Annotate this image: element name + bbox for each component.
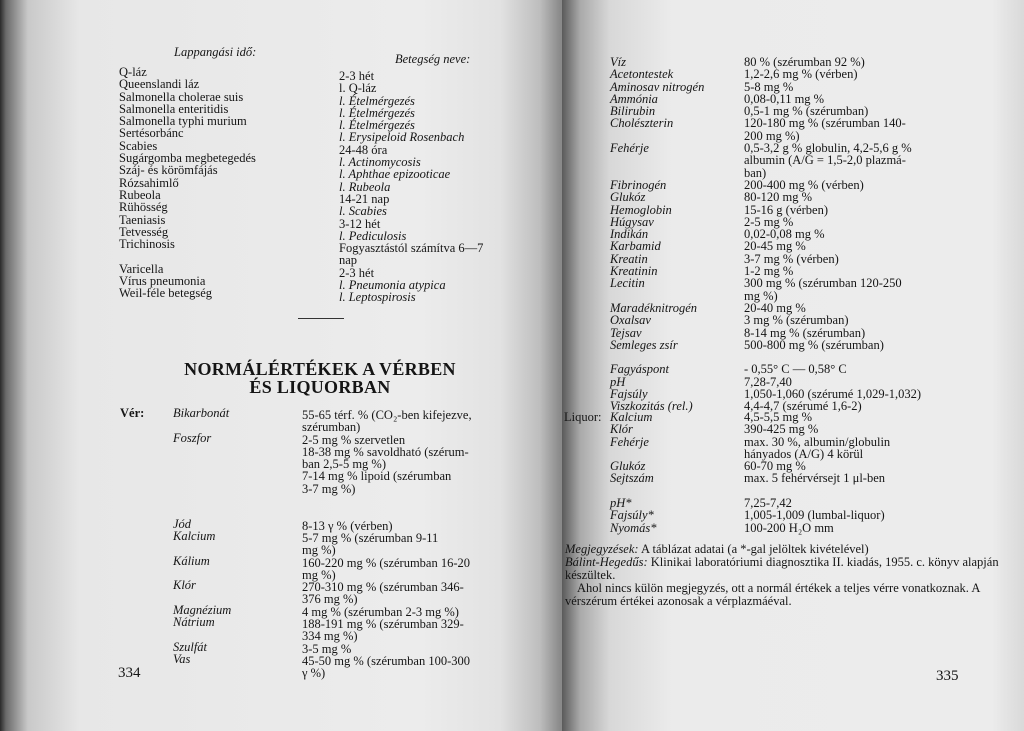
blood-constituent-name: Foszfor [173,430,212,445]
disease-row: l. Pediculosis [339,228,407,243]
constituent-value: 80 % (szérumban 92 %) [744,55,865,69]
constituent-value: 1,2-2,6 mg % (vérben) [744,67,858,82]
section-title [150,360,490,396]
constituent-names-column [610,56,704,413]
incubation-row: Q-láz [119,65,147,79]
constituent-name: Tejsav [610,325,642,340]
liquor-names-column [610,411,657,534]
incubation-row: Rózsahimlő [119,175,179,190]
blood-constituent-value: 160-220 mg % (szérumban 16-20 [302,555,471,570]
blood-constituent-name: Vas [173,651,191,666]
constituent-value: 0,5-1 mg % (szérumban) [744,104,869,119]
constituent-value: mg %) [744,288,778,303]
disease-row: l. Leptospirosis [339,290,416,305]
constituent-value: 1,050-1,060 (szérumé 1,029-1,032) [744,387,922,402]
liquor-constituent-name: Sejtszám [610,471,654,486]
disease-row: 14-21 nap [339,191,390,206]
blood-constituent-name [173,665,231,677]
blood-constituent-value: mg %) [302,543,336,558]
liquor-constituent-value: 100-200 H₂O mm [744,520,834,535]
constituent-name: Húgysav [610,214,654,229]
blood-constituent-value: 18-38 mg % savoldható (szérum- [302,444,469,459]
notes-authors: Bálint-Hegedűs: [565,555,648,569]
constituent-name: Fajsúly [610,387,648,402]
blood-constituent-value: 8-13 γ % (vérben) [302,518,393,533]
liquor-constituent-name: Fehérje [610,434,649,449]
incubation-row: Tetvesség [119,224,169,239]
blood-constituent-value: 45-50 mg % (szérumban 100-300 [302,653,471,668]
constituent-name: Fibrinogén [610,177,667,192]
liquor-constituent-value: 60-70 mg % [744,459,806,474]
disease-row: l. Ételmérgezés [339,118,415,133]
constituent-value: 1-2 mg % [744,264,794,279]
constituent-name: Fehérje [610,141,649,156]
constituent-name: Karbamid [610,239,661,254]
constituent-value: - 0,55° C — 0,58° C [744,362,847,377]
blood-constituent-name [173,419,231,431]
blood-constituent-name [173,444,231,456]
blood-constituent-value: 376 mg %) [302,592,358,607]
constituent-value: 0,02-0,08 mg % [744,227,825,242]
constituent-name: Viszkozitás (rel.) [610,399,693,414]
blood-values-column [302,409,472,680]
liquor-constituent-value: hányados (A/G) 4 körül [744,446,864,461]
incubation-row: Vírus pneumonia [119,274,206,289]
constituent-value: 7,28-7,40 [744,374,792,389]
blood-constituent-name: Bikarbonát [173,406,230,420]
incubation-row: Rubeola [119,187,161,202]
constituent-name: Glukóz [610,190,646,205]
notes-text-2: Klinikai laboratóriumi diagnosztika II. kiadás, 1955. c. könyv alapján készültek. [565,555,999,582]
constituent-value: 15-16 g (vérben) [744,202,828,217]
constituent-value: 8-14 mg % (szérumban) [744,325,866,340]
liquor-constituent-value: 4,5-5,5 mg % [744,410,813,424]
constituent-name: Hemoglobin [610,202,672,217]
disease-row: l. Pneumonia atypica [339,278,446,293]
blood-constituent-value: 2-5 mg % szervetlen [302,432,406,447]
blood-constituent-name: Klór [173,578,196,593]
constituent-name: Víz [610,55,626,69]
blood-label: Vér: [120,406,145,420]
incubation-row: Száj- és körömfájás [119,163,218,178]
constituent-values-column [744,56,921,413]
liquor-constituent-value: 390-425 mg % [744,422,819,437]
constituent-name: Oxalsav [610,313,651,328]
incubation-row [119,250,256,262]
disease-row: nap [339,253,358,268]
disease-row: l. Rubeola [339,179,391,194]
page-number-left: 334 [118,665,141,681]
blood-constituent-value: 4 mg % (szérumban 2-3 mg %) [302,604,459,619]
constituent-value: 3 mg % (szérumban) [744,313,849,328]
disease-row: l. Erysipeloid Rosenbach [339,130,465,145]
separator-line [298,318,344,319]
incubation-row: Sertésorbánc [119,126,184,141]
disease-row: l. Aphthae epizooticae [339,167,451,182]
incubation-row: Salmonella typhi murium [119,114,247,129]
section-title-line-2: ÉS LIQUORBAN [249,377,391,397]
constituent-value: 200-400 mg % (vérben) [744,177,864,192]
liquor-constituent-value: 7,25-7,42 [744,496,792,511]
liquor-constituent-name: Kalcium [610,410,653,424]
disease-row: 3-12 hét [339,216,381,231]
constituent-value: 300 mg % (szérumban 120-250 [744,276,902,291]
blood-constituent-name [173,468,231,480]
liquor-constituent-value: 1,005-1,009 (lumbal-liquor) [744,508,885,523]
blood-constituent-name [173,456,231,468]
constituent-value: 0,5-3,2 g % globulin, 4,2-5,6 g % [744,141,912,156]
liquor-constituent-value: max. 5 fehérvérsejt 1 μl-ben [744,471,886,486]
notes-text-1: A táblázat adatai (a *-gal jelöltek kivételével) [638,542,869,556]
blood-constituent-name [173,505,231,517]
constituent-name: Maradéknitrogén [610,300,698,315]
blood-constituent-value [302,495,472,507]
disease-row: 2-3 hét [339,69,375,83]
liquor-label: Liquor: [564,410,602,424]
constituent-name: Bilirubin [610,104,656,119]
liquor-constituent-name: Glukóz [610,459,646,474]
liquor-constituent-name: Klór [610,422,633,437]
blood-constituent-name [173,591,231,603]
constituent-value: 500-800 mg % (szérumban) [744,337,884,352]
blood-constituent-name: Kalcium [173,528,216,543]
blood-constituent-name: Magnézium [173,602,232,617]
constituent-value: 20-40 mg % [744,300,806,315]
constituent-name: Semleges zsír [610,337,678,352]
constituent-value: ban) [744,165,767,180]
blood-constituent-value: szérumban) [302,420,361,435]
incubation-row: Varicella [119,261,164,276]
liquor-values-column [744,411,890,534]
blood-constituent-value: mg %) [302,567,336,582]
blood-constituent-name [173,542,231,554]
constituent-name: Indikán [610,227,649,242]
disease-row: 2-3 hét [339,265,375,280]
blood-constituent-value: 3-7 mg %) [302,481,356,496]
blood-constituent-value: 3-5 mg % [302,641,352,656]
constituent-name: Cholészterin [610,116,674,131]
constituent-name: Aminosav nitrogén [610,79,705,94]
constituent-name [610,154,704,166]
constituent-name: Kreatin [610,251,648,266]
constituent-name: Acetontestek [610,67,674,82]
blood-constituent-value: 5-7 mg % (szérumban 9-11 [302,530,439,545]
constituent-value: 2-5 mg % [744,214,794,229]
liquor-constituent-value: max. 30 %, albumin/globulin [744,434,891,449]
incubation-header: Lappangási idő: [174,45,257,59]
blood-names-column [173,407,231,678]
constituent-name: Lecitin [610,276,645,291]
blood-constituent-value: 270-310 mg % (szérumban 346- [302,580,464,595]
blood-constituent-value [302,507,472,519]
blood-constituent-value: γ %) [302,666,326,681]
blood-constituent-name: Nátrium [173,615,215,630]
blood-constituent-name: Szulfát [173,639,208,654]
incubation-row: Trichinosis [119,237,175,252]
disease-row: l. Scabies [339,204,387,219]
blood-constituent-name [173,493,231,505]
constituent-name: Kreatinin [610,264,658,279]
liquor-constituent-name: pH* [610,496,632,511]
incubation-row: Weil-féle betegség [119,286,213,301]
blood-constituent-value: 334 mg %) [302,629,358,644]
incubation-row: Taeniasis [119,212,166,227]
incubation-row: Sugárgomba megbetegedés [119,151,256,166]
disease-row: 24-48 óra [339,142,388,157]
blood-constituent-name [173,628,231,640]
incubation-row: Salmonella enteritidis [119,101,229,116]
notes-text-3: Ahol nincs külön megjegyzés, ott a normál értékek a teljes vérre vonatkoznak. A vérszérum értékei azonosak a vérplazmáéval. [565,581,980,608]
section-title-line-1: NORMÁLÉRTÉKEK A VÉRBEN [184,359,456,379]
incubation-row: Scabies [119,138,158,153]
disease-row: l. Actinomycosis [339,155,421,170]
constituent-value: 200 mg %) [744,128,800,143]
constituent-value: albumin (A/G = 1,5-2,0 plazmá- [744,153,906,168]
disease-row: l. Ételmérgezés [339,105,415,120]
liquor-constituent-name: Nyomás* [610,520,657,535]
constituent-value: 3-7 mg % (vérben) [744,251,839,266]
incubation-column [119,66,256,300]
constituent-name: Ammónia [610,91,658,106]
constituent-name: pH [610,374,626,389]
constituent-value: 4,4-4,7 (szérumé 1,6-2) [744,399,862,414]
blood-constituent-value: 188-191 mg % (szérumban 329- [302,617,464,632]
constituent-value: 20-45 mg % [744,239,806,254]
blood-constituent-value: 7-14 mg % lipoid (szérumban [302,469,452,484]
page-number-right: 335 [936,668,959,684]
disease-row: Fogyasztástól számítva 6—7 [339,241,484,256]
disease-column [339,70,483,304]
constituent-value: 5-8 mg % [744,79,794,94]
disease-row: l. Ételmérgezés [339,93,415,108]
constituent-value: 0,08-0,11 mg % [744,91,825,106]
disease-header: Betegség neve: [395,52,471,66]
incubation-row: Queenslandi láz [119,77,200,92]
blood-constituent-value: 55-65 térf. % (CO₂-ben kifejezve, [302,408,472,422]
blood-constituent-name: Jód [173,516,192,531]
blood-constituent-name: Kálium [173,553,210,568]
notes-block [565,543,1013,608]
incubation-row: Rühösség [119,200,168,215]
liquor-constituent-name: Fajsúly* [610,508,654,523]
constituent-name: Fagyáspont [610,362,670,377]
disease-row: l. Q-láz [339,81,377,96]
blood-constituent-value: ban 2,5-5 mg %) [302,457,387,472]
notes-label: Megjegyzések: [565,542,639,556]
blood-constituent-name [173,481,231,493]
right-page [562,0,1024,731]
constituent-value: 80-120 mg % [744,190,813,205]
incubation-row: Salmonella cholerae suis [119,89,244,104]
constituent-value: 120-180 mg % (szérumban 140- [744,116,906,131]
